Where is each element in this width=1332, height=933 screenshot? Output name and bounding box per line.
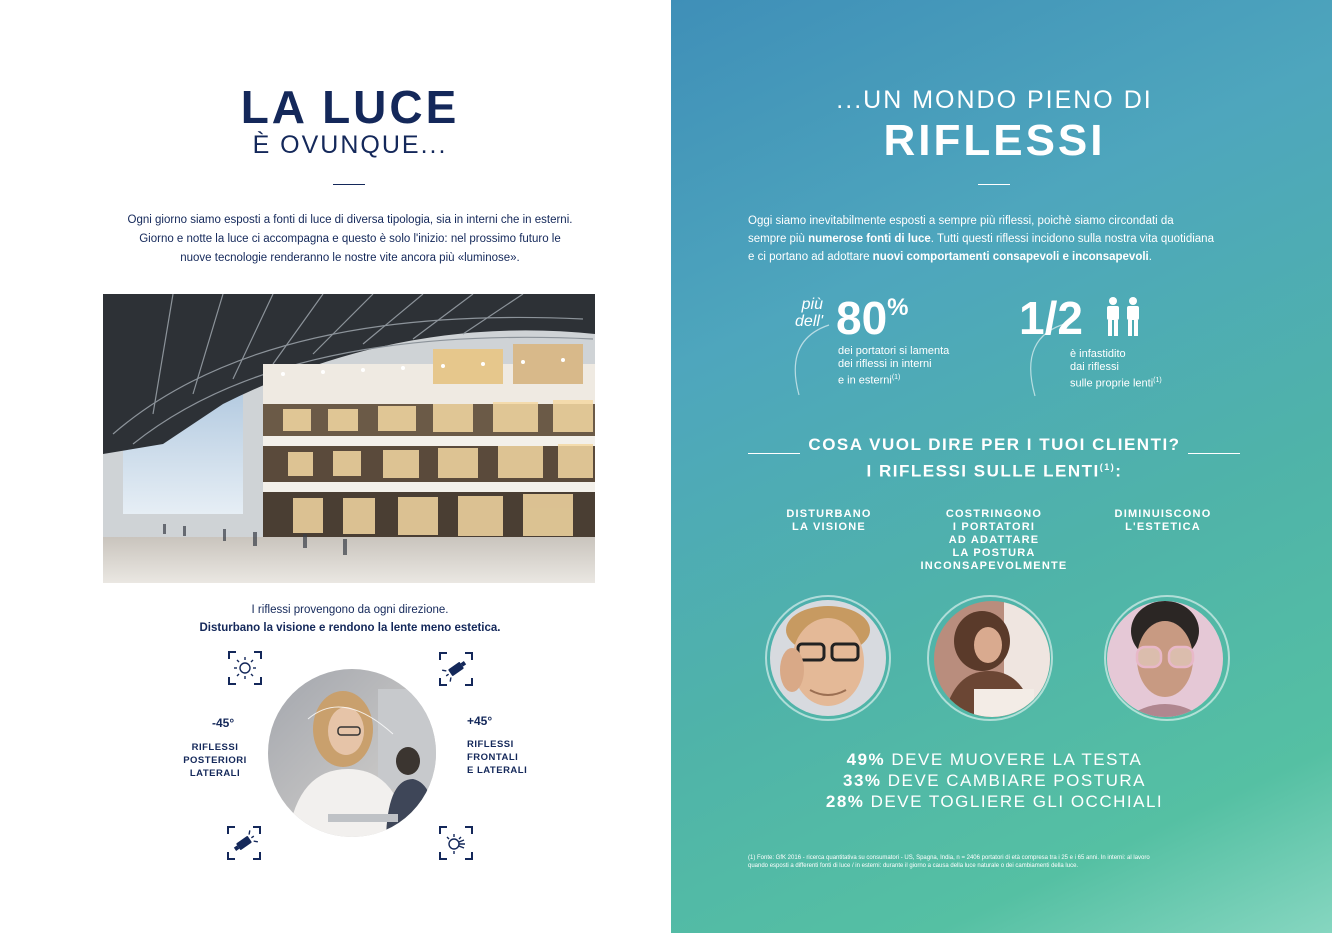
lamp-icon [439,652,473,686]
stat1-prefix [781,296,823,330]
woman-writing-photo [934,601,1050,717]
stat1-unit: % [887,294,909,321]
effect-label [914,508,1074,573]
intro-line: Oggi siamo inevitabilmente esposti a sempre più riflessi, poichè siamo circondati da [748,215,1174,227]
front-reflections-label [467,738,527,777]
footnote-line: (1) Fonte: GfK 2016 - ricerca quantitativa su consumatori - US, Spagna, India, n = 2406 portatori di età compresa tra i 25 e i 65 anni. In interni: al lavoro [748,855,1150,861]
effect-line: L'ESTETICA [1125,521,1201,533]
stat2-desc-line: dai riflessi [1070,361,1119,373]
label-line: LATERALI [189,768,241,779]
left-caption [80,601,620,637]
divider [978,184,1010,185]
percent-list [671,749,1318,812]
sun-icon [228,651,262,685]
effect-line: I PORTATORI [952,521,1036,533]
label-line: RIFLESSI [467,739,514,750]
footnote-line: quando esposti a differenti fonti di luce / in esterni: durante il giorno a causa della luce naturale o dei cambiamenti della luce. [748,862,1079,869]
stat1-value [836,292,909,344]
shopping-mall-photo [103,294,595,583]
stat2-description [1070,348,1162,391]
people-icon [1103,296,1145,338]
lamp-icon [227,826,261,860]
right-page [671,0,1332,933]
effect-line: AD ADATTARE [948,534,1040,546]
effect-label [769,508,889,534]
question-line: I RIFLESSI SULLE LENTI$^{(1)}$: [866,461,1123,481]
stat1-description [838,345,949,388]
caption-line: Disturbano la visione e rendono la lente meno estetica. [199,622,501,634]
percent-text: DEVE TOGLIERE GLI OCCHIALI [870,792,1164,811]
left-title: LA LUCE [240,81,460,133]
right-angle-label: +45° [467,714,493,728]
effect-label [1103,508,1223,534]
stat2-value: 1/2 [1019,292,1083,344]
stat2-desc-line: sulle proprie lenti$^{(1)}$ [1070,377,1162,390]
question-line: COSA VUOL DIRE PER I TUOI CLIENTI? [808,435,1181,454]
stat1-number: 80 [836,292,888,344]
stat1-desc-line: e in esterni$^{(1)}$ [838,374,901,387]
lightbulb-icon [439,826,473,860]
percent-value: 33% [843,771,882,790]
right-subtitle: ...UN MONDO PIENO DI [836,86,1153,114]
percent-value: 49% [846,750,886,769]
effect-line: DISTURBANO [786,508,872,520]
stat1-prefix-line: dell' [795,313,823,330]
effect-line: LA VISIONE [792,521,866,533]
left-intro [90,211,610,268]
intro-line: e ci portano ad adottare nuovi comportamenti consapevoli e inconsapevoli. [748,251,1152,263]
woman-with-pink-glasses-photo [1107,601,1223,717]
caption-line: I riflessi provengono da ogni direzione. [251,604,449,616]
divider [333,184,365,185]
intro-line: Giorno e notte la luce ci accompagna e questo è solo l'inizio: nel prossimo futuro le [139,233,561,245]
footnote-ref: (1) [1153,377,1162,384]
label-line: E LATERALI [467,765,528,776]
right-intro [748,212,1240,266]
footnote [748,855,1248,870]
right-title: RIFLESSI [883,116,1106,165]
label-line: FRONTALI [467,752,519,763]
intro-emphasis: nuovi comportamenti consapevoli e inconsapevoli [872,251,1149,263]
percent-row [671,770,1318,791]
footnote-ref: (1) [891,374,901,381]
woman-with-glasses-photo [268,669,436,837]
percent-row [671,791,1318,812]
effect-line: INCONSAPEVOLMENTE [920,560,1068,572]
percent-text: DEVE CAMBIARE POSTURA [887,771,1146,790]
effect-line: LA POSTURA [952,547,1036,559]
intro-emphasis: numerose fonti di luce [808,233,931,245]
intro-line: Ogni giorno siamo esposti a fonti di luce di diversa tipologia, sia in interni che in esterni. [127,214,573,226]
effect-line: COSTRINGONO [945,508,1043,520]
rear-reflections-label [176,741,254,780]
stat1-desc-line: dei portatori si lamenta [838,345,950,357]
label-line: RIFLESSI [191,742,239,753]
left-subtitle: È OVUNQUE... [252,131,448,159]
stat1-desc-line: dei riflessi in interni [838,358,932,370]
intro-line: nuove tecnologie renderanno le nostre vite ancora più «luminose». [180,252,520,264]
percent-row [671,749,1318,770]
stat2-desc-line: è infastidito [1070,348,1126,360]
stat1-prefix-line: più [801,296,823,313]
label-line: POSTERIORI [183,755,247,766]
footnote-ref: (1) [1099,462,1116,472]
man-adjusting-glasses-photo [770,600,886,716]
percent-text: DEVE MUOVERE LA TESTA [891,750,1143,769]
percent-value: 28% [825,792,865,811]
left-angle-label: -45° [212,716,235,730]
intro-line: sempre più numerose fonti di luce. Tutti questi riflessi incidono sulla nostra vita quotidiana [748,233,1214,245]
effect-line: DIMINUISCONO [1114,508,1212,520]
question-heading [671,434,1318,483]
